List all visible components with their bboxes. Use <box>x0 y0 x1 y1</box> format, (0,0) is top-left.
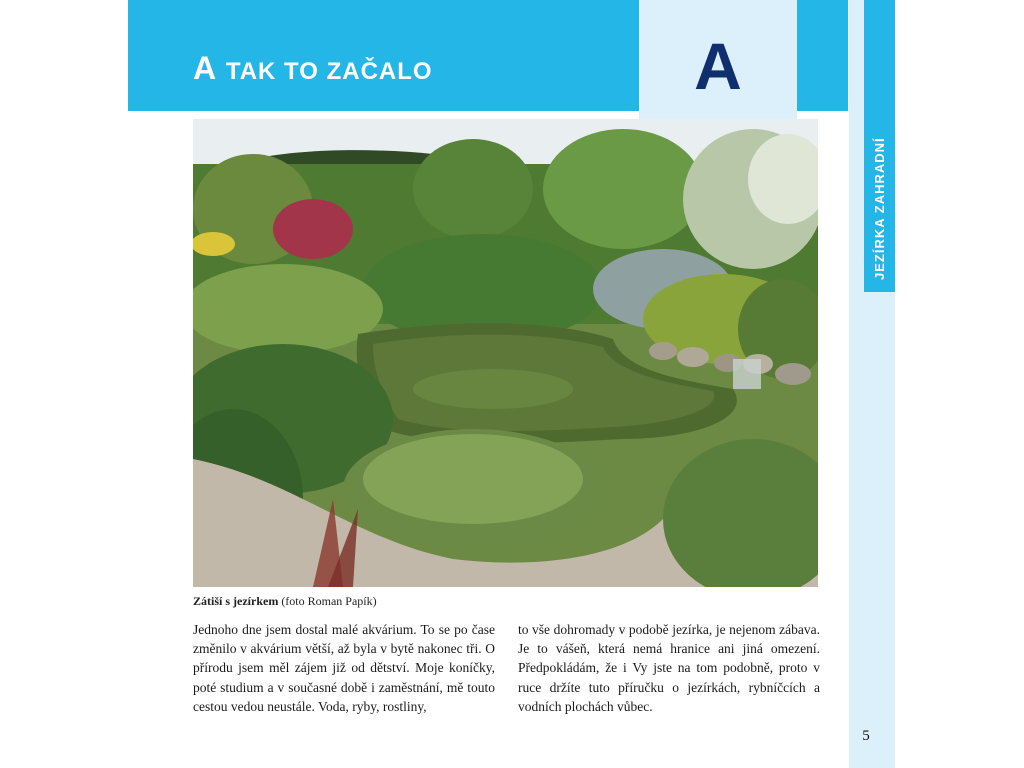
chapter-title-rest: TAK TO ZAČALO <box>225 58 433 85</box>
photo-caption-credit: (foto Roman Papík) <box>278 594 377 608</box>
page-number: 5 <box>862 728 870 744</box>
garden-pond-photo-illustration <box>193 119 818 587</box>
photo-caption-title: Zátiší s jezírkem <box>193 594 279 608</box>
chapter-title <box>193 50 433 87</box>
photo-caption <box>193 594 377 609</box>
side-section-tab-label: JEZÍRKA ZAHRADNÍ <box>872 137 887 280</box>
body-text-right-column: to vše dohromady v podobě jezírka, je nejenom zábava. Je to vášeň, která nemá hranice ani jiná omezení. Předpokládám, že i Vy jste na tom podobně, proto v ruce držíte tuto příručku o jezírkách, rybníčcích a vodních plochách vůbec. <box>518 622 820 714</box>
chapter-title-first-word: A <box>193 50 216 86</box>
chapter-letter: A <box>694 29 742 103</box>
garden-pond-photo <box>193 119 818 587</box>
chapter-letter-box <box>639 0 797 120</box>
body-text-left-column: Jednoho dne jsem dostal malé akvárium. To se po čase změnilo v akvárium větší, až byla v bytě nakonec tři. O přírodu jsem měl zájem již od dětství. Moje koníčky, poté studium a v současné době i zaměstnání, mě touto cestou vedou neustále. Voda, ryby, rostliny, <box>193 622 495 714</box>
